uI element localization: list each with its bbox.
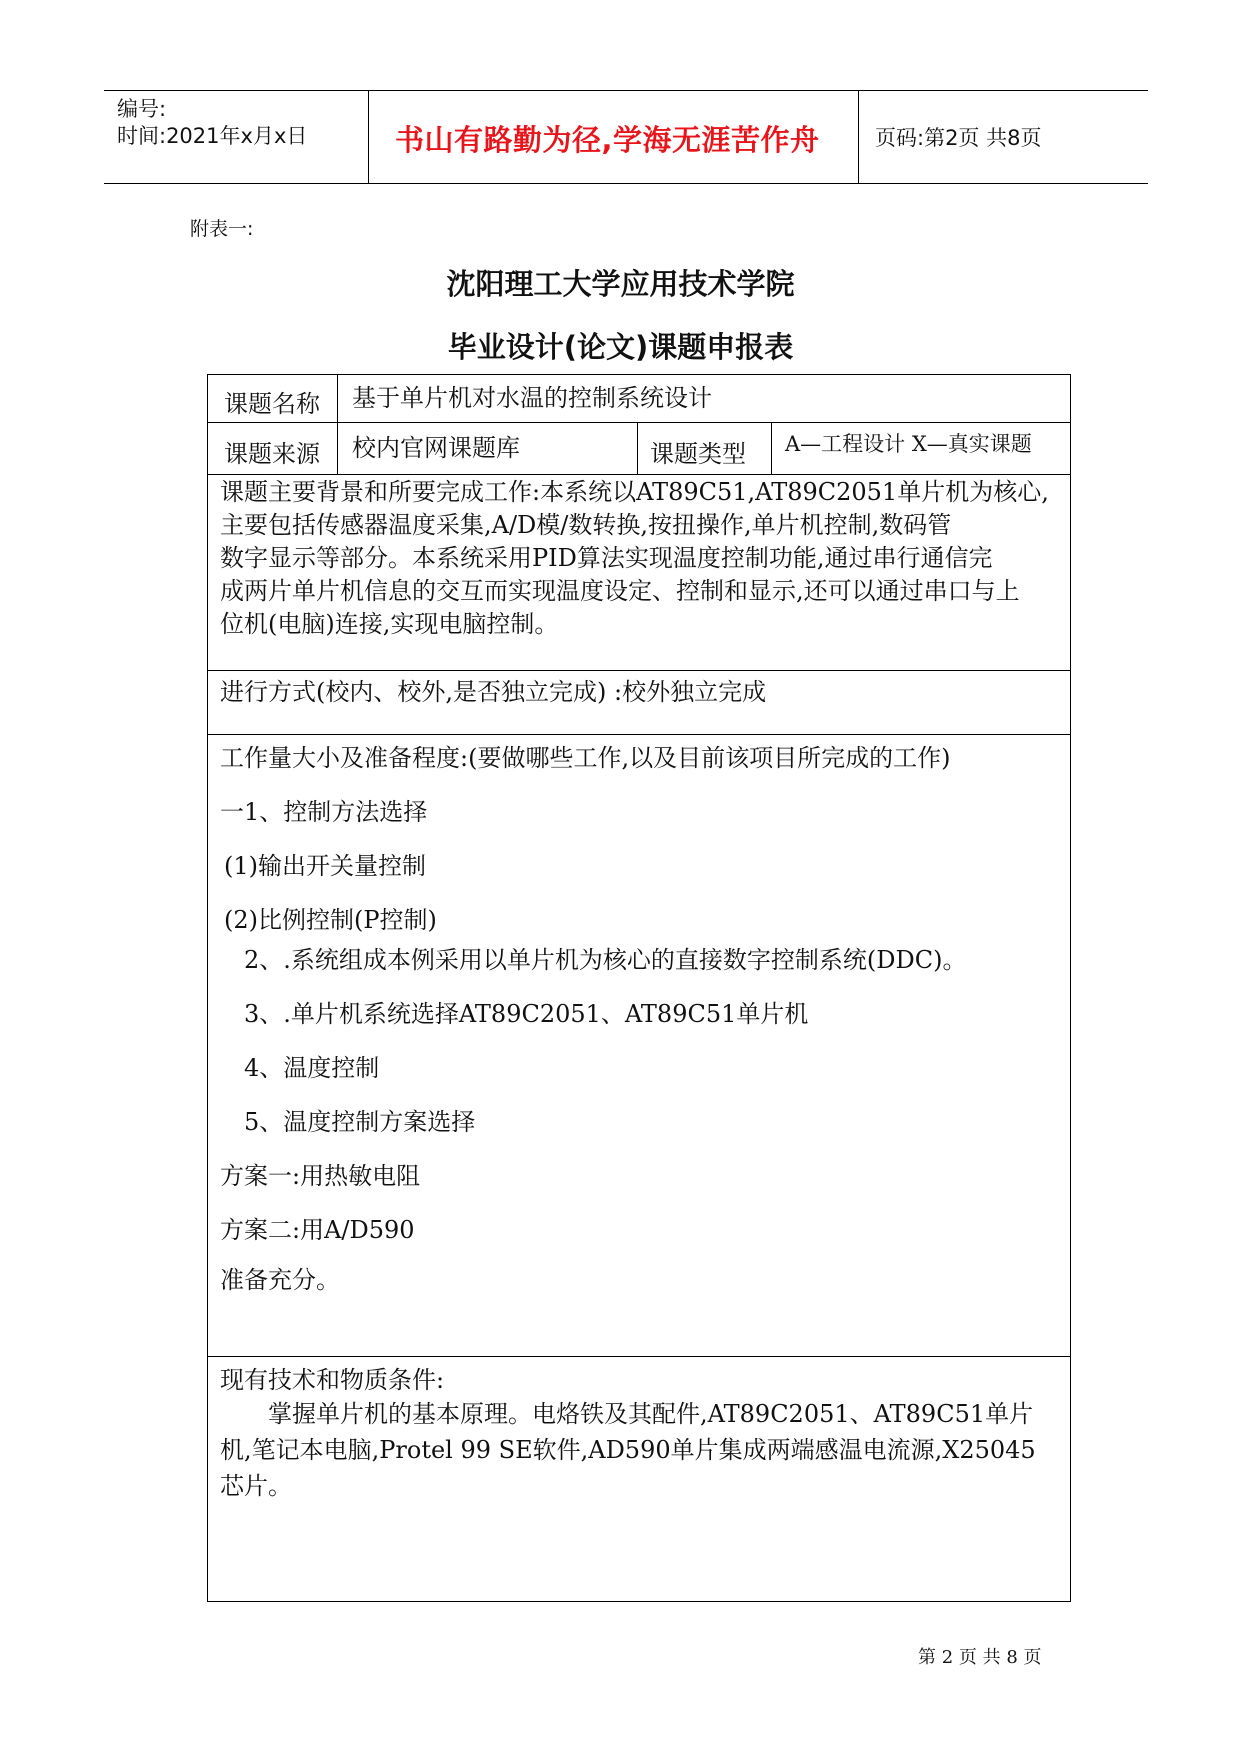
conditions-line: 机,笔记本电脑,Protel 99 SE软件,AD590单片集成两端感温电流源,X25045	[220, 1436, 1036, 1464]
row-divider	[207, 670, 1071, 671]
header-divider-left	[368, 90, 369, 184]
row-divider	[207, 734, 1071, 735]
col-divider	[337, 374, 338, 474]
workload-item: 2、.系统组成本例采用以单片机为核心的直接数字控制系统(DDC)。	[244, 946, 967, 974]
topic-type-label: 课题类型	[650, 440, 746, 468]
topic-type-value: A—工程设计 X—真实课题	[785, 432, 1032, 456]
workload-item: 方案一:用热敏电阻	[220, 1162, 421, 1190]
header-bottom-rule	[104, 183, 1148, 184]
col-divider	[771, 422, 772, 474]
background-line: 课题主要背景和所要完成工作:本系统以AT89C51,AT89C2051单片机为核心,	[220, 478, 1049, 506]
topic-source-label: 课题来源	[224, 440, 320, 468]
workload-item: (1)输出开关量控制	[224, 852, 426, 880]
background-line: 成两片单片机信息的交互而实现温度设定、控制和显示,还可以通过串口与上	[220, 577, 1020, 605]
workload-item: 4、温度控制	[244, 1054, 380, 1082]
serial-number-label: 编号:	[117, 97, 167, 121]
annex-label: 附表一:	[190, 218, 254, 240]
page-code: 页码:第2页 共8页	[875, 126, 1042, 150]
workload-item: 工作量大小及准备程度:(要做哪些工作,以及目前该项目所完成的工作)	[220, 744, 951, 772]
header-divider-right	[858, 90, 859, 184]
background-line: 主要包括传感器温度采集,A/D模/数转换,按扭操作,单片机控制,数码管	[220, 511, 952, 539]
conditions-line: 掌握单片机的基本原理。电烙铁及其配件,AT89C2051、AT89C51单片	[268, 1400, 1034, 1428]
background-line: 数字显示等部分。本系统采用PID算法实现温度控制功能,通过串行通信完	[220, 544, 993, 572]
workload-item: 方案二:用A/D590	[220, 1216, 415, 1244]
conditions-line: 芯片。	[220, 1472, 292, 1500]
title-form: 毕业设计(论文)课题申报表	[447, 330, 794, 364]
topic-name-value: 基于单片机对水温的控制系统设计	[352, 384, 712, 412]
row-divider	[207, 1356, 1071, 1357]
topic-name-label: 课题名称	[224, 390, 320, 418]
background-section	[220, 476, 1049, 641]
workload-item: (2)比例控制(P控制)	[224, 906, 437, 934]
row-divider	[207, 474, 1071, 475]
col-divider	[637, 422, 638, 474]
conditions-title: 现有技术和物质条件:	[220, 1366, 445, 1394]
title-school: 沈阳理工大学应用技术学院	[446, 267, 795, 301]
workload-item: 准备充分。	[220, 1266, 340, 1294]
method-line: 进行方式(校内、校外,是否独立完成) :校外独立完成	[220, 678, 767, 706]
time-label: 时间:2021年x月x日	[117, 124, 308, 148]
header-top-rule	[104, 90, 1148, 91]
workload-item: 一1、控制方法选择	[220, 798, 428, 826]
page-footer: 第 2 页 共 8 页	[918, 1647, 1042, 1668]
background-line: 位机(电脑)连接,实现电脑控制。	[220, 610, 559, 638]
conditions-section	[220, 1396, 1036, 1504]
motto: 书山有路勤为径,学海无涯苦作舟	[395, 123, 820, 157]
topic-source-value: 校内官网课题库	[352, 434, 520, 462]
workload-item: 3、.单片机系统选择AT89C2051、AT89C51单片机	[244, 1000, 809, 1028]
workload-item: 5、温度控制方案选择	[244, 1108, 476, 1136]
